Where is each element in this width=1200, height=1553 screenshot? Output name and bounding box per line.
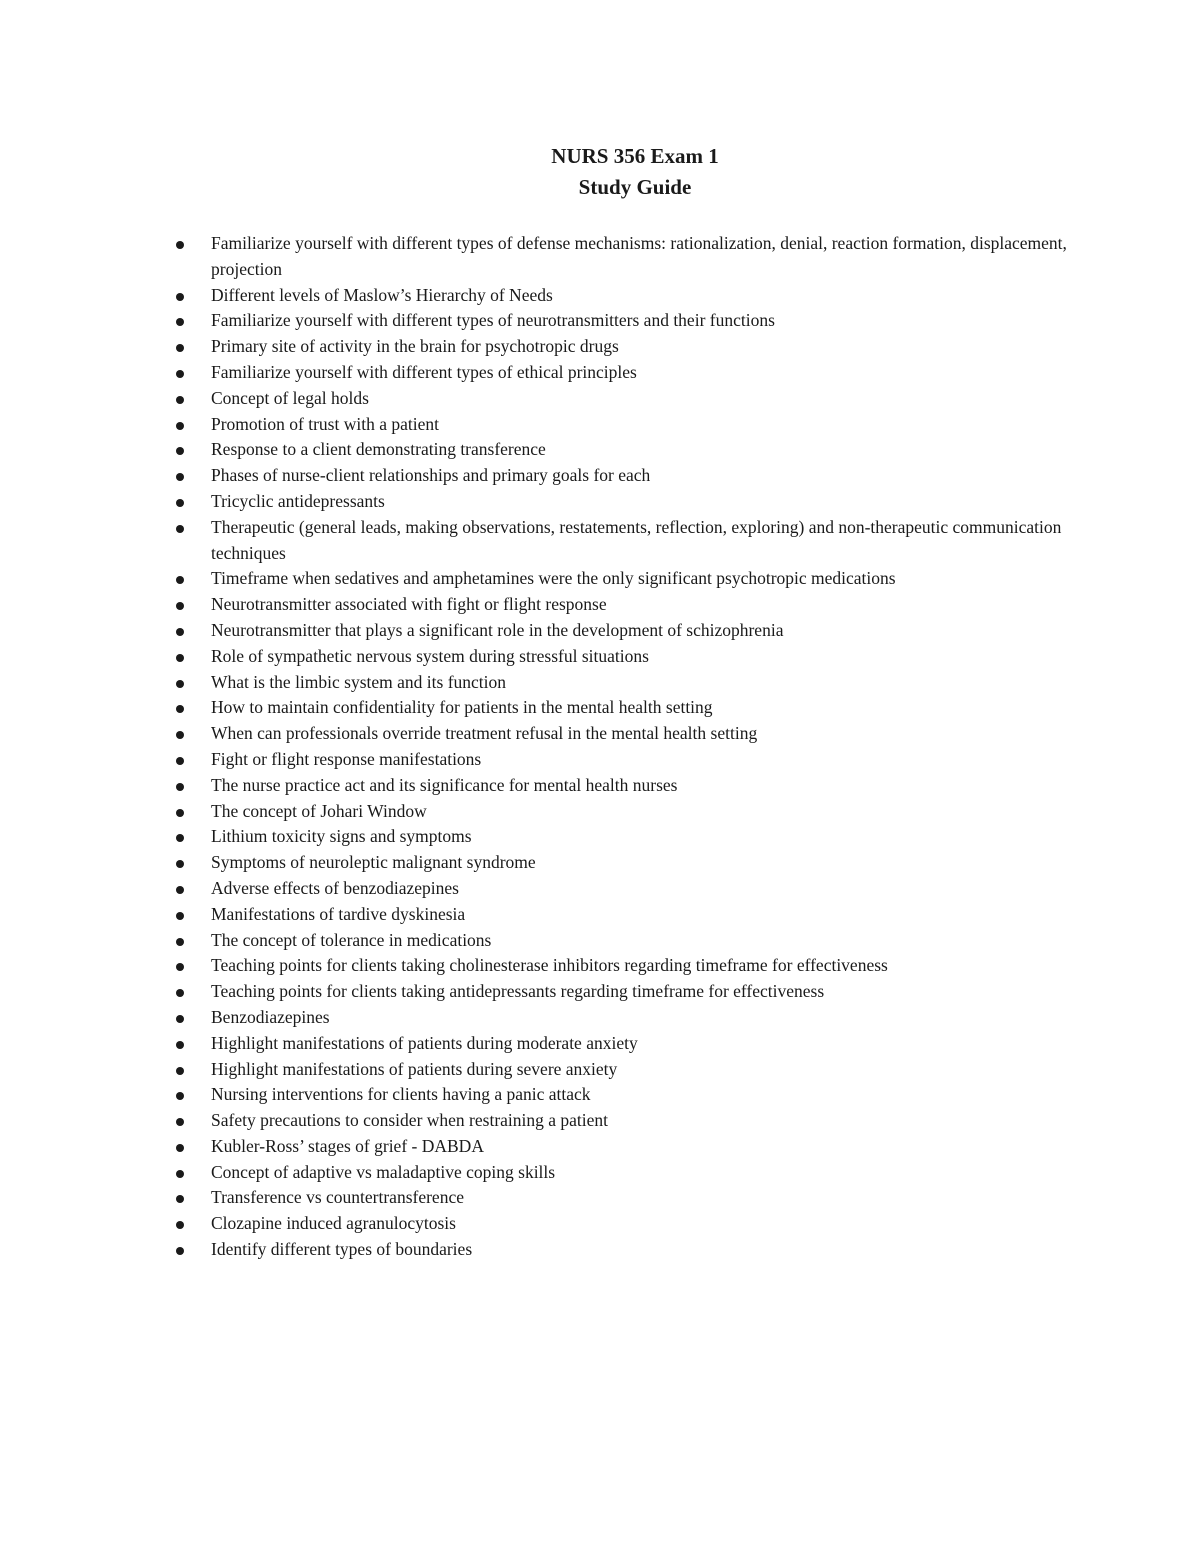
list-item-text: Response to a client demonstrating transference bbox=[211, 439, 546, 460]
bullet-icon bbox=[176, 1144, 184, 1152]
list-item bbox=[172, 334, 1072, 360]
list-item-text: Clozapine induced agranulocytosis bbox=[211, 1213, 456, 1234]
bullet-icon bbox=[176, 1170, 184, 1178]
list-item bbox=[172, 824, 1072, 850]
list-item bbox=[172, 463, 1072, 489]
list-item bbox=[172, 1211, 1072, 1237]
list-item-text: Role of sympathetic nervous system during stressful situations bbox=[211, 645, 649, 666]
list-item bbox=[172, 437, 1072, 463]
list-item-text: Familiarize yourself with different types of neurotransmitters and their functions bbox=[211, 310, 775, 331]
bullet-icon bbox=[176, 886, 184, 894]
list-item-text: Lithium toxicity signs and symptoms bbox=[211, 826, 472, 847]
bullet-icon bbox=[176, 860, 184, 868]
list-item bbox=[172, 1108, 1072, 1134]
list-item-text: Highlight manifestations of patients during moderate anxiety bbox=[211, 1032, 638, 1053]
list-item bbox=[172, 308, 1072, 334]
bullet-icon bbox=[176, 731, 184, 739]
list-item bbox=[172, 1134, 1072, 1160]
list-item bbox=[172, 566, 1072, 592]
bullet-icon bbox=[176, 602, 184, 610]
bullet-icon bbox=[176, 989, 184, 997]
bullet-icon bbox=[176, 525, 184, 533]
list-item bbox=[172, 1031, 1072, 1057]
bullet-icon bbox=[176, 809, 184, 817]
bullet-icon bbox=[176, 396, 184, 404]
bullet-icon bbox=[176, 344, 184, 352]
list-item bbox=[172, 489, 1072, 515]
list-item bbox=[172, 850, 1072, 876]
bullet-icon bbox=[176, 318, 184, 326]
list-item bbox=[172, 283, 1072, 309]
list-item bbox=[172, 799, 1072, 825]
list-item-text: The concept of tolerance in medications bbox=[211, 929, 492, 950]
bullet-icon bbox=[176, 680, 184, 688]
list-item-text: Kubler-Ross’ stages of grief - DABDA bbox=[211, 1135, 484, 1156]
bullet-icon bbox=[176, 912, 184, 920]
list-item bbox=[172, 231, 1072, 283]
bullet-icon bbox=[176, 1067, 184, 1075]
bullet-icon bbox=[176, 834, 184, 842]
list-item bbox=[172, 1005, 1072, 1031]
bullet-icon bbox=[176, 1118, 184, 1126]
list-item-text: What is the limbic system and its function bbox=[211, 671, 507, 692]
document-title bbox=[0, 141, 1200, 203]
list-item bbox=[172, 670, 1072, 696]
list-item-text: Timeframe when sedatives and amphetamines were the only significant psychotropic medications bbox=[211, 568, 896, 589]
list-item bbox=[172, 412, 1072, 438]
bullet-icon bbox=[176, 963, 184, 971]
list-item bbox=[172, 515, 1072, 567]
study-guide-list bbox=[172, 231, 1072, 1263]
list-item bbox=[172, 695, 1072, 721]
list-item bbox=[172, 592, 1072, 618]
bullet-icon bbox=[176, 1041, 184, 1049]
bullet-icon bbox=[176, 938, 184, 946]
list-item bbox=[172, 1082, 1072, 1108]
list-item bbox=[172, 360, 1072, 386]
title-subtitle: Study Guide bbox=[578, 175, 692, 199]
list-item-text: Phases of nurse-client relationships and primary goals for each bbox=[211, 465, 651, 486]
list-item-text: Safety precautions to consider when restraining a patient bbox=[211, 1110, 609, 1131]
list-item bbox=[172, 1237, 1072, 1263]
list-item-text: Concept of legal holds bbox=[211, 387, 369, 408]
list-item-text: Adverse effects of benzodiazepines bbox=[211, 877, 459, 898]
list-item-text: Primary site of activity in the brain for psychotropic drugs bbox=[211, 336, 619, 357]
list-item bbox=[172, 1160, 1072, 1186]
list-item bbox=[172, 773, 1072, 799]
bullet-icon bbox=[176, 628, 184, 636]
list-item-text: Highlight manifestations of patients during severe anxiety bbox=[211, 1058, 618, 1079]
list-item-text: Teaching points for clients taking antidepressants regarding timeframe for effectiveness bbox=[211, 981, 825, 1002]
list-item-text: Different levels of Maslow’s Hierarchy of Needs bbox=[211, 284, 553, 305]
bullet-icon bbox=[176, 1195, 184, 1203]
bullet-icon bbox=[176, 705, 184, 713]
list-item-text: Fight or flight response manifestations bbox=[211, 748, 482, 769]
bullet-icon bbox=[176, 576, 184, 584]
bullet-icon bbox=[176, 1247, 184, 1255]
list-item-text: Benzodiazepines bbox=[211, 1006, 330, 1027]
list-item-text: Manifestations of tardive dyskinesia bbox=[211, 903, 466, 924]
bullet-icon bbox=[176, 499, 184, 507]
bullet-icon bbox=[176, 1092, 184, 1100]
bullet-icon bbox=[176, 654, 184, 662]
bullet-icon bbox=[176, 1015, 184, 1023]
bullet-icon bbox=[176, 241, 184, 249]
list-item-text: How to maintain confidentiality for patients in the mental health setting bbox=[211, 697, 713, 718]
bullet-icon bbox=[176, 1221, 184, 1229]
list-item-text: Identify different types of boundaries bbox=[211, 1239, 473, 1260]
bullet-icon bbox=[176, 370, 184, 378]
bullet-icon bbox=[176, 783, 184, 791]
list-item bbox=[172, 721, 1072, 747]
list-item-text: Tricyclic antidepressants bbox=[211, 490, 385, 511]
list-item bbox=[172, 386, 1072, 412]
list-item-text: Concept of adaptive vs maladaptive coping skills bbox=[211, 1161, 556, 1182]
list-item-text: Familiarize yourself with different types of defense mechanisms: rationalization, denial, reaction formation, displacement, projection bbox=[211, 233, 1067, 279]
list-item-text: Symptoms of neuroleptic malignant syndrome bbox=[211, 852, 536, 873]
list-item-text: Neurotransmitter that plays a significant role in the development of schizophrenia bbox=[211, 619, 784, 640]
list-item bbox=[172, 876, 1072, 902]
bullet-icon bbox=[176, 473, 184, 481]
list-item-text: Teaching points for clients taking cholinesterase inhibitors regarding timeframe for effectiveness bbox=[211, 955, 888, 976]
list-item bbox=[172, 979, 1072, 1005]
bullet-icon bbox=[176, 447, 184, 455]
bullet-icon bbox=[176, 422, 184, 430]
list-item-text: Therapeutic (general leads, making observations, restatements, reflection, exploring) and non-therapeutic communication techniques bbox=[211, 516, 1062, 563]
list-item-text: The concept of Johari Window bbox=[211, 800, 427, 821]
bullet-icon bbox=[176, 757, 184, 765]
list-item bbox=[172, 953, 1072, 979]
list-item bbox=[172, 928, 1072, 954]
list-item-text: Nursing interventions for clients having a panic attack bbox=[211, 1084, 591, 1105]
list-item bbox=[172, 747, 1072, 773]
list-item-text: Transference vs countertransference bbox=[211, 1187, 464, 1208]
list-item bbox=[172, 1057, 1072, 1083]
list-item-text: Neurotransmitter associated with fight or flight response bbox=[211, 594, 607, 615]
list-item bbox=[172, 644, 1072, 670]
list-item-text: Promotion of trust with a patient bbox=[211, 413, 439, 434]
list-item bbox=[172, 1185, 1072, 1211]
list-item bbox=[172, 902, 1072, 928]
list-item-text: Familiarize yourself with different types of ethical principles bbox=[211, 361, 637, 382]
list-item bbox=[172, 618, 1072, 644]
list-item-text: The nurse practice act and its significance for mental health nurses bbox=[211, 774, 678, 795]
bullet-icon bbox=[176, 293, 184, 301]
list-item-text: When can professionals override treatment refusal in the mental health setting bbox=[211, 723, 758, 744]
title-course: NURS 356 Exam 1 bbox=[551, 144, 719, 168]
